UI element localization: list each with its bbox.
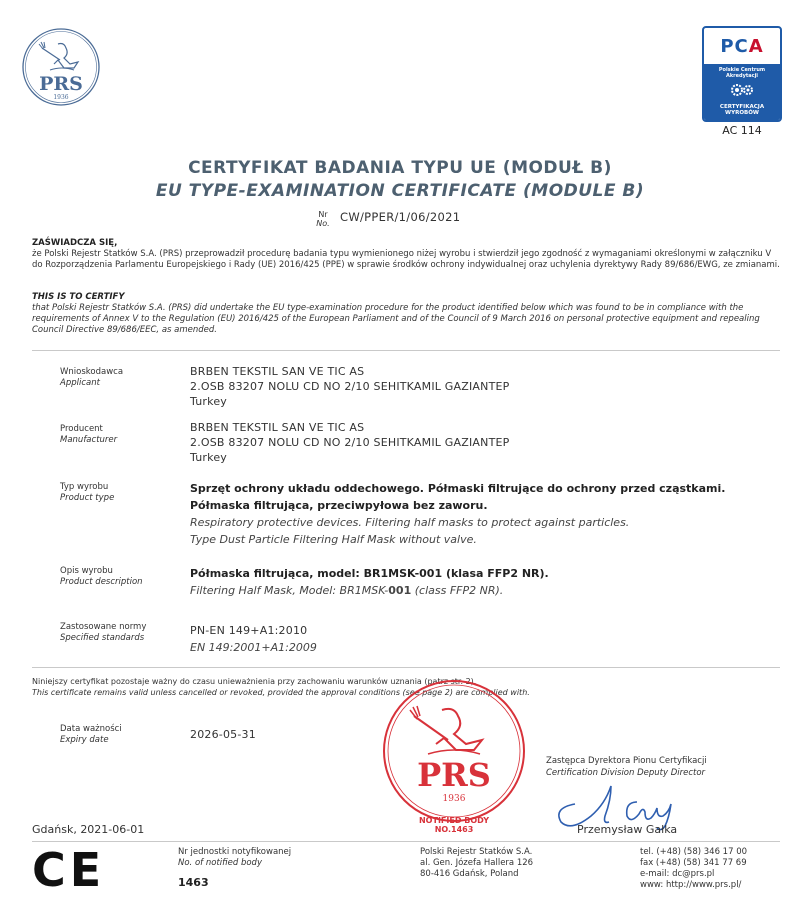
ce-mark [32, 846, 124, 890]
manufacturer-line: 2.OSB 83207 NOLU CD NO 2/10 SEHITKAMIL GAZIANTEP [190, 436, 510, 449]
expiry-date: 2026-05-31 [190, 728, 256, 741]
product-type-en-line1: Respiratory protective devices. Filtering half masks to protect against particles. [190, 516, 630, 529]
certificate-number-label-en: No. [316, 219, 330, 228]
address-line: Polski Rejestr Statków S.A. [420, 847, 533, 857]
certificate-number: CW/PPER/1/06/2021 [340, 210, 461, 224]
pca-org-line2: Akredytacji [725, 73, 759, 79]
signer-name: Przemysław Gałka [577, 823, 678, 836]
notified-body-label-pl: Nr jednostki notyfikowanej [178, 847, 292, 857]
manufacturer-label-en: Manufacturer [60, 435, 118, 445]
standards-value [190, 622, 317, 656]
notified-body-stamp [404, 816, 504, 834]
signer-title-pl: Zastępca Dyrektora Pionu Certyfikacji [546, 756, 707, 766]
validity-note-pl: Niniejszy certyfikat pozostaje ważny do czasu unieważnienia przy zachowaniu warunków uznania (patrz str. 2). [32, 677, 477, 686]
signer-title-en: Certification Division Deputy Director [546, 768, 706, 778]
notified-body-stamp-line1: NOTIFIED BODY [418, 816, 489, 825]
certify-heading-en: THIS IS TO CERTIFY [32, 292, 125, 302]
applicant-line: 2.OSB 83207 NOLU CD NO 2/10 SEHITKAMIL GAZIANTEP [190, 380, 510, 393]
divider [32, 667, 780, 668]
certify-text-en: that Polski Rejestr Statków S.A. (PRS) did undertake the EU type-examination procedure for the product identified below which was found to be in compliance with the requirements of Annex V to the Regulation (EU) 2016/425 of the European Parliament and of the Council of 9 March 2016 on personal protective equipment and repealing Council Directive 89/686/EEC, as amended. [32, 303, 760, 335]
company-contact [640, 847, 747, 891]
manufacturer-line: Turkey [190, 451, 227, 464]
place-and-date: Gdańsk, 2021-06-01 [32, 823, 145, 836]
notified-body-number: 1463 [178, 876, 209, 889]
prs-logo [20, 18, 102, 116]
standard-pl: PN-EN 149+A1:2010 [190, 624, 308, 637]
pca-accreditation-code: AC 114 [722, 124, 762, 137]
product-description-label-pl: Opis wyrobu [60, 566, 113, 576]
manufacturer-line: BRBEN TEKSTIL SAN VE TIC AS [190, 421, 365, 434]
product-description-en [190, 582, 549, 599]
prs-logo-text: PRS [39, 73, 83, 95]
ce-mark-text: CE [32, 846, 106, 890]
manufacturer-value [190, 420, 509, 465]
pca-cert-line1: CERTYFIKACJA [719, 104, 765, 110]
product-type-value [190, 480, 725, 548]
product-type-label-en: Product type [60, 493, 115, 503]
prs-logo-year: 1936 [53, 94, 69, 101]
contact-phone: tel. (+48) (58) 346 17 00 [640, 847, 748, 857]
product-description-en-prefix: Filtering Half Mask, Model: BR1MSK- [190, 584, 389, 597]
product-description-label-en: Product description [60, 577, 143, 587]
contact-website[interactable]: www: http://www.prs.pl/ [640, 880, 742, 890]
certificate-number-label [310, 210, 336, 228]
certify-text-pl: że Polski Rejestr Statków S.A. (PRS) przeprowadził procedurę badania typu wymienionego niżej wyrobu i stwierdził jego zgodność z wymaganiami określonymi w załączniku V do Rozporządzenia Parlamentu Europejskiego i Rady (UE) 2016/425 (PPE) w sprawie środków ochrony indywidualnej oraz uchylenia dyrektywy Rady 89/686/EWG, ze zmianami. [32, 249, 780, 270]
title-english: EU TYPE-EXAMINATION CERTIFICATE (MODULE B) [155, 181, 645, 201]
product-description-en-model: 001 [388, 584, 412, 597]
prs-stamp [380, 676, 528, 826]
applicant-line: BRBEN TEKSTIL SAN VE TIC AS [190, 365, 365, 378]
product-description-en-suffix: (class FFP2 NR). [411, 584, 504, 597]
applicant-line: Turkey [190, 395, 227, 408]
divider [32, 350, 780, 351]
standards-label-en: Specified standards [60, 633, 145, 643]
manufacturer-label-pl: Producent [60, 424, 103, 434]
product-type-pl-line1: Sprzęt ochrony układu oddechowego. Półmaski filtrujące do ochrony przed cząstkami. [190, 482, 726, 495]
address-line: al. Gen. Józefa Hallera 126 [420, 858, 534, 868]
contact-email[interactable]: e-mail: dc@prs.pl [640, 869, 715, 879]
product-type-label-pl: Typ wyrobu [60, 482, 109, 492]
certificate-number-label-pl: Nr [318, 210, 328, 219]
address-line: 80-416 Gdańsk, Poland [420, 869, 519, 879]
applicant-label-en: Applicant [60, 378, 100, 388]
pca-logo [702, 26, 782, 122]
notified-body-label-en: No. of notified body [178, 858, 262, 868]
product-description-pl: Półmaska filtrująca, model: BR1MSK-001 (klasa FFP2 NR). [190, 567, 549, 580]
notified-body-stamp-line2: NO.1463 [434, 825, 474, 834]
expiry-label-en: Expiry date [60, 735, 109, 745]
pca-cert-line2: WYROBÓW [725, 110, 759, 116]
title-polish: CERTYFIKAT BADANIA TYPU UE (MODUŁ B) [188, 158, 612, 178]
standard-en: EN 149:2001+A1:2009 [190, 641, 317, 654]
certify-heading-pl: ZAŚWIADCZA SIĘ, [32, 238, 118, 248]
stamp-year: 1936 [442, 794, 466, 804]
product-type-pl-line2: Półmaska filtrująca, przeciwpyłowa bez zaworu. [190, 499, 488, 512]
expiry-label-pl: Data ważności [60, 724, 122, 734]
stamp-text: PRS [417, 756, 491, 794]
product-type-en-line2: Type Dust Particle Filtering Half Mask without valve. [190, 533, 477, 546]
gears-icon [728, 82, 756, 98]
company-address [420, 847, 533, 880]
contact-fax: fax (+48) (58) 341 77 69 [640, 858, 747, 868]
product-description-value [190, 565, 549, 599]
pca-logo-word: PCA [720, 35, 764, 57]
standards-label-pl: Zastosowane normy [60, 622, 147, 632]
applicant-label-pl: Wnioskodawca [60, 367, 124, 377]
pca-org-line1: Polskie Centrum [718, 67, 766, 73]
validity-note-en: This certificate remains valid unless cancelled or revoked, provided the approval conditions (see page 2) are complied with. [32, 688, 530, 697]
divider [32, 841, 780, 842]
applicant-value [190, 364, 509, 409]
